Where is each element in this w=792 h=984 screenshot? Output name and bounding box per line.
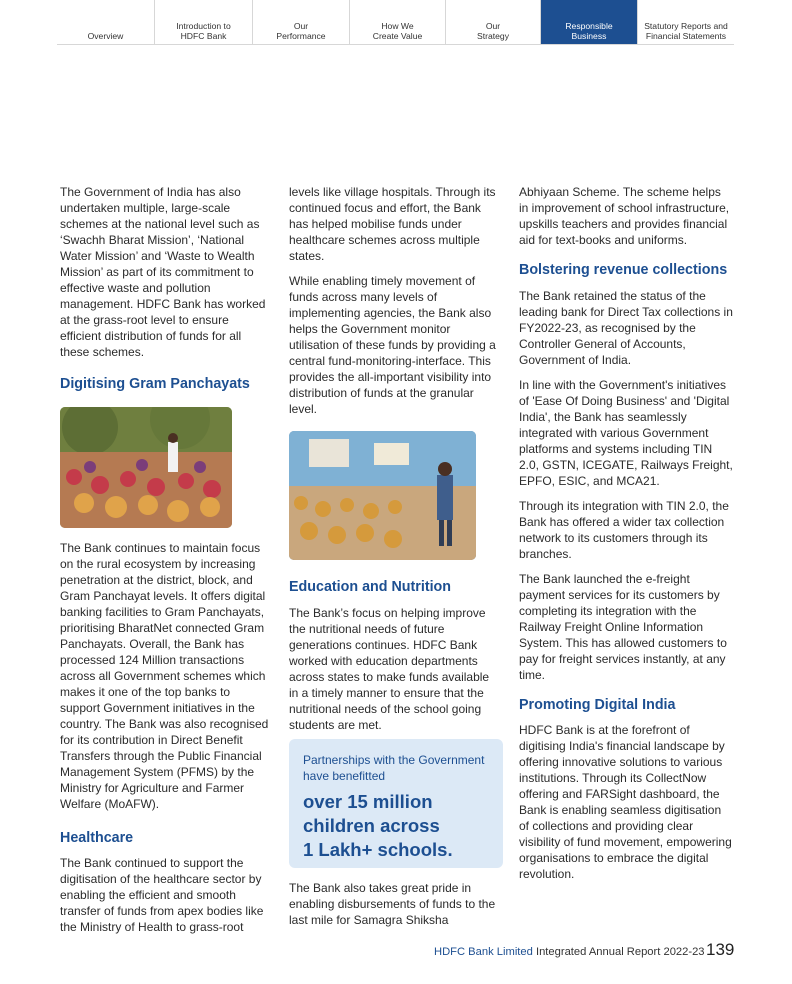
column-1 [60,184,270,410]
column-2-bottom [289,880,501,937]
column-1-lower [60,540,270,944]
col2-healthcare-continued: levels like village hospitals. Through its continued focus and effort, the Bank has helped mobilise funds under healthcare schemes across multiple states. [289,185,496,263]
col3-integration-text: In line with the Government's initiatives of 'Ease Of Doing Business' and 'Digital India', the Bank has seamlessly integrated with various Government platforms and systems including TIN 2.0, GSTN, ICEGATE, Railways Freight, EPFO, ESIC, and MCA21. [519,378,733,488]
nav-tab-introduction[interactable]: Introduction to HDFC Bank [155,0,253,44]
col3-tin-text: Through its integration with TIN 2.0, the Bank has offered a wider tax collection network to its customers through its branches. [519,499,729,561]
nav-divider [57,44,734,45]
col2-fund-monitoring-text: While enabling timely movement of funds across many levels of implementing agencies, the Bank also helps the Government monitor utilisation of these funds by providing a central fund-monitoring-interface. This provides the all-important visibility into distribution of funds at the granular level. [289,274,496,416]
column-2 [289,184,501,426]
col3-direct-tax-text: The Bank retained the status of the leading bank for Direct Tax collections in FY2022-23, as recognised by the Controller General of Accounts, Government of India. [519,289,733,367]
heading-digitising-gram-panchayats: Digitising Gram Panchayats [60,376,250,392]
nav-tab-overview[interactable]: Overview [57,0,155,44]
col3-digital-india-text: HDFC Bank is at the forefront of digitising India's financial landscape by offering innovative solutions to various institutions. Through its CollectNow offering and FARSight dashboard, the Bank is enabling seamless digitisation of collections and providing clear visibility of fund movement, empowering organisations to embrace the digital revolution. [519,723,732,881]
nav-tab-statutory-reports[interactable]: Statutory Reports and Financial Statements [644,21,728,41]
col2-education-text: The Bank’s focus on helping improve the nutritional needs of future generations continues. HDFC Bank worked with education departments across states to make funds available in a timely manner to ensure that the nutritional needs of the school going students are met. [289,606,490,732]
nav-tab-create-value[interactable]: How We Create Value [350,0,446,44]
stat-callout [289,739,503,868]
heading-healthcare: Healthcare [60,830,134,846]
nav-tab-performance[interactable]: Our Performance [253,0,350,44]
callout-stat-line-1: over 15 million [303,791,433,812]
column-2-lower [289,578,501,742]
col2-samagra-shiksha-text: The Bank also takes great pride in enabling disbursements of funds to the last mile for Samagra Shiksha [289,881,496,927]
page-footer [434,944,705,960]
village-meeting-image [60,407,232,528]
footer-report-title: Integrated Annual Report 2022-23 [532,946,705,958]
callout-stat-line-2: children across [303,815,440,836]
page-number: 139 [706,940,735,959]
classroom-image [289,431,476,560]
nav-tab-responsible-business[interactable]: Responsible Business [541,0,638,44]
photo-gram-panchayat-meeting [60,407,232,528]
heading-bolstering-revenue: Bolstering revenue collections [519,262,728,278]
heading-promoting-digital-india: Promoting Digital India [519,697,676,713]
footer-brand: HDFC Bank Limited [434,946,533,958]
heading-education-nutrition: Education and Nutrition [289,579,452,595]
section-nav [57,0,734,44]
callout-stat-line-3: 1 Lakh+ schools. [303,839,453,860]
callout-label: Partnerships with the Government have benefitted [303,753,485,783]
photo-school-classroom [289,431,476,560]
col3-efreight-text: The Bank launched the e-freight payment services for its customers by completing its integration with the Railway Freight Online Information System. This has allowed customers to pay for freight services instantly, at any time. [519,572,727,682]
col1-intro: The Government of India has also undertaken multiple, large-scale schemes at the national level such as ‘Swachh Bharat Mission’, ‘National Water Mission’ and ‘Waste to Wealth Mission’ as part of its commitment to effective waste and pollution management. HDFC Bank has worked at the grass-root level to ensure efficient distribution of funds for all these schemes. [60,185,266,359]
col1-gram-panchayat-text: The Bank continues to maintain focus on the rural ecosystem by increasing penetration at the district, block, and Gram Panchayat levels. It offers digital banking facilities to Gram Panchayats, prioritising BharatNet connected Gram Panchayats. Overall, the Bank has processed 124 Million transactions across all Government schemes which makes it one of the top banks to support Government initiatives in the country. The Bank was also recognised for its contribution in Direct Benefit Transfers through the Public Financial Management System (PFMS) by the Ministry for Agriculture and Farmer Welfare (MoAFW). [60,541,269,811]
col1-healthcare-text: The Bank continued to support the digitisation of the healthcare sector by enabling the efficient and smooth transfer of funds from apex bodies like the Ministry of Health to grass-root [60,856,264,934]
col3-scheme-text: Abhiyaan Scheme. The scheme helps in improvement of school infrastructure, upskills teachers and provides financial aid for text-books and uniforms. [519,185,730,247]
column-3 [519,184,733,891]
nav-tab-strategy[interactable]: Our Strategy [446,0,541,44]
